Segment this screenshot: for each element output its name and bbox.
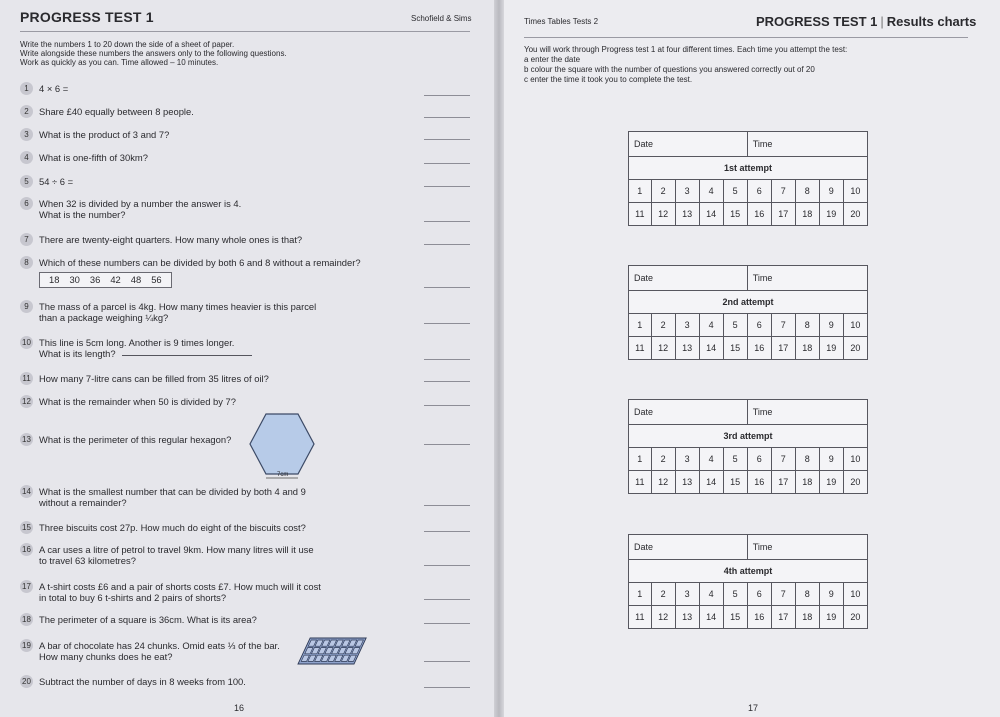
question-line: The perimeter of a square is 36cm. What is its area? xyxy=(39,614,257,625)
score-square[interactable]: 1 xyxy=(629,180,652,203)
score-square[interactable]: 1 xyxy=(629,314,652,337)
right-title-sub: Results charts xyxy=(886,14,977,29)
answer-line[interactable] xyxy=(424,381,470,382)
answer-line[interactable] xyxy=(424,221,470,222)
question-line: What is one-fifth of 30km? xyxy=(39,152,148,163)
question-line: How many chunks does he eat? xyxy=(39,651,173,662)
date-cell[interactable]: Date xyxy=(629,535,748,560)
score-square[interactable]: 5 xyxy=(723,583,747,606)
question-text xyxy=(39,614,257,625)
intro-line: a enter the date xyxy=(524,55,581,64)
score-square[interactable]: 18 xyxy=(795,471,819,494)
score-square[interactable]: 5 xyxy=(723,180,747,203)
score-square[interactable]: 3 xyxy=(675,180,699,203)
score-square[interactable]: 13 xyxy=(675,203,699,226)
question-number-badge: 6 xyxy=(20,197,33,210)
answer-line[interactable] xyxy=(424,505,470,506)
score-square[interactable]: 16 xyxy=(747,471,771,494)
score-square[interactable]: 15 xyxy=(723,203,747,226)
series-title: Times Tables Tests 2 xyxy=(524,17,599,26)
question-line: Three biscuits cost 27p. How much do eight of the biscuits cost? xyxy=(39,522,306,533)
score-square[interactable]: 13 xyxy=(675,471,699,494)
answer-line[interactable] xyxy=(424,117,470,118)
question-number-badge: 5 xyxy=(20,175,33,188)
publisher: Schofield & Sims xyxy=(411,14,472,23)
score-square[interactable]: 17 xyxy=(771,337,795,360)
question-line: The mass of a parcel is 4kg. How many times heavier is this parcel xyxy=(39,301,317,312)
question-line: What is the perimeter of this regular hexagon? xyxy=(39,434,232,445)
results-table xyxy=(628,131,868,226)
question-text xyxy=(39,234,302,245)
question-number-badge: 8 xyxy=(20,256,33,269)
q8-number: 42 xyxy=(110,274,121,285)
q8-number: 48 xyxy=(130,274,142,285)
question-line: What is the number? xyxy=(39,209,126,220)
score-square[interactable]: 14 xyxy=(699,203,723,226)
question-text xyxy=(39,257,361,268)
question-text xyxy=(39,301,316,323)
question-number-badge: 20 xyxy=(20,675,33,688)
score-square[interactable]: 12 xyxy=(651,471,675,494)
question-number-badge: 3 xyxy=(20,128,33,141)
intro-line: b colour the square with the number of questions you answered correctly out of 20 xyxy=(524,65,815,74)
score-square[interactable]: 2 xyxy=(651,448,675,471)
question-number-badge: 7 xyxy=(20,233,33,246)
score-square[interactable]: 11 xyxy=(629,203,652,226)
score-square[interactable]: 14 xyxy=(699,337,723,360)
left-title-rule xyxy=(20,31,470,32)
score-square[interactable]: 8 xyxy=(795,180,819,203)
question-line: This line is 5cm long. Another is 9 times longer. xyxy=(39,337,235,348)
question-line: than a package weighing ¼kg? xyxy=(39,312,169,323)
score-square[interactable]: 12 xyxy=(651,337,675,360)
score-square[interactable]: 2 xyxy=(651,583,675,606)
question-line: A bar of chocolate has 24 chunks. Omid eats ⅓ of the bar. xyxy=(39,640,280,651)
question-line: 54 ÷ 6 = xyxy=(39,176,74,187)
question-text xyxy=(39,83,68,94)
answer-line[interactable] xyxy=(424,405,470,406)
attempt-label: 3rd attempt xyxy=(629,425,868,448)
score-square[interactable]: 11 xyxy=(629,337,652,360)
attempt-label: 1st attempt xyxy=(629,157,868,180)
score-square[interactable]: 9 xyxy=(819,314,843,337)
chocolate-bar-diagram xyxy=(296,634,368,670)
score-square[interactable]: 1 xyxy=(629,583,652,606)
score-square[interactable]: 3 xyxy=(675,448,699,471)
score-square[interactable]: 10 xyxy=(843,314,867,337)
time-cell[interactable]: Time xyxy=(747,132,867,157)
question-text xyxy=(39,198,241,220)
question-text xyxy=(39,640,280,662)
score-square[interactable]: 12 xyxy=(651,606,675,629)
book-spine xyxy=(494,0,504,717)
score-square[interactable]: 7 xyxy=(771,583,795,606)
score-square[interactable]: 8 xyxy=(795,448,819,471)
score-square[interactable]: 15 xyxy=(723,471,747,494)
question-number-badge: 11 xyxy=(20,372,33,385)
score-square[interactable]: 4 xyxy=(699,314,723,337)
question-number-badge: 14 xyxy=(20,485,33,498)
question-number-badge: 16 xyxy=(20,543,33,556)
score-square[interactable]: 4 xyxy=(699,180,723,203)
score-square[interactable]: 20 xyxy=(843,471,867,494)
question-line: Share £40 equally between 8 people. xyxy=(39,106,194,117)
attempt-label: 4th attempt xyxy=(629,560,868,583)
score-square[interactable]: 11 xyxy=(629,471,652,494)
answer-line[interactable] xyxy=(424,287,470,288)
answer-line[interactable] xyxy=(424,323,470,324)
score-square[interactable]: 19 xyxy=(819,606,843,629)
question-line: Which of these numbers can be divided by both 6 and 8 without a remainder? xyxy=(39,257,361,268)
score-square[interactable]: 20 xyxy=(843,203,867,226)
score-square[interactable]: 18 xyxy=(795,203,819,226)
left-intro xyxy=(20,40,287,67)
score-square[interactable]: 10 xyxy=(843,583,867,606)
score-square[interactable]: 17 xyxy=(771,606,795,629)
answer-line[interactable] xyxy=(424,186,470,187)
score-square[interactable]: 9 xyxy=(819,583,843,606)
score-square[interactable]: 20 xyxy=(843,337,867,360)
question-line: in total to buy 6 t-shirts and 2 pairs of shorts? xyxy=(39,592,227,603)
answer-line[interactable] xyxy=(424,444,470,445)
question-number-badge: 2 xyxy=(20,105,33,118)
intro-line: Work as quickly as you can. Time allowed – 10 minutes. xyxy=(20,58,219,67)
question-line: without a remainder? xyxy=(39,497,127,508)
score-square[interactable]: 17 xyxy=(771,203,795,226)
score-square[interactable]: 20 xyxy=(843,606,867,629)
question-line: 4 × 6 = xyxy=(39,83,69,94)
left-page-number: 16 xyxy=(234,703,245,713)
score-square[interactable]: 7 xyxy=(771,180,795,203)
score-square[interactable]: 8 xyxy=(795,314,819,337)
q10-measure-line xyxy=(122,355,252,356)
score-square[interactable]: 14 xyxy=(699,606,723,629)
score-square[interactable]: 10 xyxy=(843,180,867,203)
question-line: What is the smallest number that can be divided by both 4 and 9 xyxy=(39,486,306,497)
score-square[interactable]: 10 xyxy=(843,448,867,471)
time-cell[interactable]: Time xyxy=(747,400,867,425)
question-number-badge: 19 xyxy=(20,639,33,652)
question-text xyxy=(39,486,306,508)
score-square[interactable]: 2 xyxy=(651,180,675,203)
score-square[interactable]: 16 xyxy=(747,337,771,360)
right-page-title xyxy=(756,14,976,29)
answer-line[interactable] xyxy=(424,163,470,164)
question-text xyxy=(39,373,269,384)
score-square[interactable]: 15 xyxy=(723,337,747,360)
intro-line: You will work through Progress test 1 at four different times. Each time you attempt the test: xyxy=(524,45,848,54)
question-number-badge: 9 xyxy=(20,300,33,313)
score-square[interactable]: 12 xyxy=(651,203,675,226)
score-square[interactable]: 13 xyxy=(675,606,699,629)
time-cell[interactable]: Time xyxy=(747,266,867,291)
question-text xyxy=(39,176,73,187)
answer-line[interactable] xyxy=(424,623,470,624)
title-separator: | xyxy=(880,14,884,29)
score-square[interactable]: 16 xyxy=(747,606,771,629)
score-square[interactable]: 11 xyxy=(629,606,652,629)
answer-line[interactable] xyxy=(424,139,470,140)
time-cell[interactable]: Time xyxy=(747,535,867,560)
answer-line[interactable] xyxy=(424,95,470,96)
right-title-main: PROGRESS TEST 1 xyxy=(756,14,878,29)
score-square[interactable]: 19 xyxy=(819,471,843,494)
question-line: What is the remainder when 50 is divided by 7? xyxy=(39,396,236,407)
question-line: Subtract the number of days in 8 weeks from 100. xyxy=(39,676,246,687)
score-square[interactable]: 8 xyxy=(795,583,819,606)
question-text xyxy=(39,152,148,163)
question-line: What is the product of 3 and 7? xyxy=(39,129,170,140)
results-table xyxy=(628,265,868,360)
score-square[interactable]: 18 xyxy=(795,606,819,629)
score-square[interactable]: 6 xyxy=(747,448,771,471)
score-square[interactable]: 7 xyxy=(771,448,795,471)
score-square[interactable]: 6 xyxy=(747,180,771,203)
hexagon-shape xyxy=(250,414,314,474)
score-square[interactable]: 1 xyxy=(629,448,652,471)
date-cell[interactable]: Date xyxy=(629,132,748,157)
score-square[interactable]: 3 xyxy=(675,583,699,606)
answer-line[interactable] xyxy=(424,244,470,245)
score-square[interactable]: 4 xyxy=(699,448,723,471)
question-line: When 32 is divided by a number the answer is 4. xyxy=(39,198,242,209)
attempt-label: 2nd attempt xyxy=(629,291,868,314)
question-text xyxy=(39,106,194,117)
question-text xyxy=(39,434,231,445)
score-square[interactable]: 6 xyxy=(747,314,771,337)
score-square[interactable]: 4 xyxy=(699,583,723,606)
date-cell[interactable]: Date xyxy=(629,266,748,291)
question-number-badge: 1 xyxy=(20,82,33,95)
answer-line[interactable] xyxy=(424,661,470,662)
question-number-badge: 12 xyxy=(20,395,33,408)
question-number-badge: 18 xyxy=(20,613,33,626)
score-square[interactable]: 7 xyxy=(771,314,795,337)
q8-number: 18 xyxy=(49,274,60,285)
score-square[interactable]: 5 xyxy=(723,448,747,471)
q8-number-box xyxy=(39,272,172,288)
question-number-badge: 15 xyxy=(20,521,33,534)
score-square[interactable]: 6 xyxy=(747,583,771,606)
question-line: A t-shirt costs £6 and a pair of shorts costs £7. How much will it cost xyxy=(39,581,321,592)
answer-line[interactable] xyxy=(424,565,470,566)
score-square[interactable]: 14 xyxy=(699,471,723,494)
score-square[interactable]: 19 xyxy=(819,203,843,226)
q8-number: 36 xyxy=(89,274,101,285)
intro-line: Write alongside these numbers the answers only to the following questions. xyxy=(20,49,287,58)
question-line: to travel 63 kilometres? xyxy=(39,555,136,566)
intro-line: c enter the time it took you to complete the test. xyxy=(524,75,693,84)
answer-line[interactable] xyxy=(424,687,470,688)
left-page-title: PROGRESS TEST 1 xyxy=(20,9,154,25)
q8-number: 30 xyxy=(69,274,80,285)
question-text xyxy=(39,581,321,603)
score-square[interactable]: 16 xyxy=(747,203,771,226)
question-text xyxy=(39,396,236,407)
q8-number: 56 xyxy=(151,274,162,285)
date-cell[interactable]: Date xyxy=(629,400,748,425)
question-number-badge: 17 xyxy=(20,580,33,593)
question-line: A car uses a litre of petrol to travel 9km. How many litres will it use xyxy=(39,544,314,555)
answer-line[interactable] xyxy=(424,531,470,532)
answer-line[interactable] xyxy=(424,599,470,600)
question-text xyxy=(39,522,306,533)
score-square[interactable]: 2 xyxy=(651,314,675,337)
score-square[interactable]: 17 xyxy=(771,471,795,494)
question-line: What is its length? xyxy=(39,348,116,359)
score-square[interactable]: 5 xyxy=(723,314,747,337)
score-square[interactable]: 19 xyxy=(819,337,843,360)
right-intro xyxy=(524,45,847,85)
question-text xyxy=(39,129,169,140)
question-number-badge: 10 xyxy=(20,336,33,349)
question-text xyxy=(39,676,246,687)
score-square[interactable]: 13 xyxy=(675,337,699,360)
question-text xyxy=(39,544,314,566)
score-square[interactable]: 3 xyxy=(675,314,699,337)
score-square[interactable]: 18 xyxy=(795,337,819,360)
right-page-number: 17 xyxy=(748,703,759,713)
question-line: How many 7-litre cans can be filled from 35 litres of oil? xyxy=(39,373,269,384)
right-title-rule xyxy=(524,37,968,38)
question-number-badge: 13 xyxy=(20,433,33,446)
results-table xyxy=(628,534,868,629)
results-table xyxy=(628,399,868,494)
question-number-badge: 4 xyxy=(20,151,33,164)
score-square[interactable]: 9 xyxy=(819,180,843,203)
hexagon-side-label: 7cm xyxy=(277,472,289,478)
score-square[interactable]: 15 xyxy=(723,606,747,629)
intro-line: Write the numbers 1 to 20 down the side of a sheet of paper. xyxy=(20,40,235,49)
question-line: There are twenty-eight quarters. How many whole ones is that? xyxy=(39,234,303,245)
answer-line[interactable] xyxy=(424,359,470,360)
score-square[interactable]: 9 xyxy=(819,448,843,471)
chocolate-bar xyxy=(298,638,366,664)
